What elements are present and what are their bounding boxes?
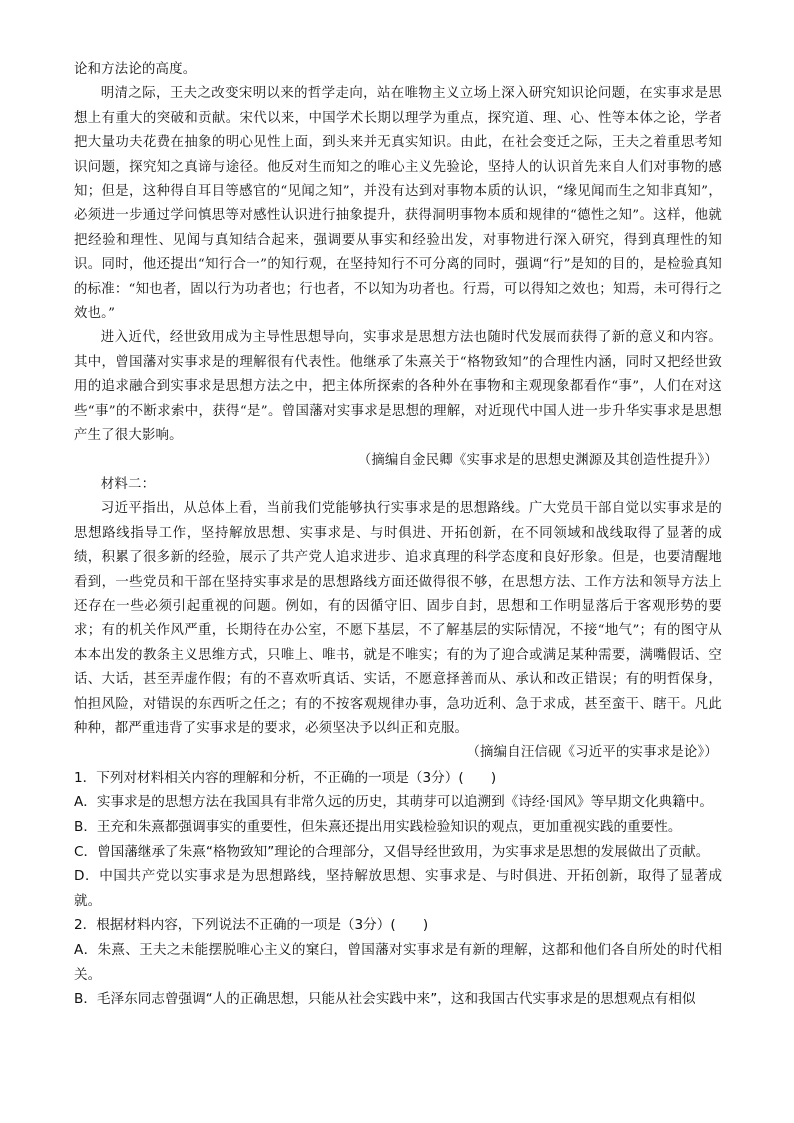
question-1-option-a: A．实事求是的思想方法在我国具有非常久远的历史，其萌芽可以追溯到《诗经·国风》等早期文化典籍中。 bbox=[74, 794, 713, 811]
question-1-option-d: D．中国共产党以实事求是为思想路线，坚持解放思想、实事求是、与时俱进、开拓创新，取得了显著成就。 bbox=[74, 868, 722, 909]
question-1-stem: 1．下列对材料相关内容的理解和分析，不正确的一项是（3分）( ) bbox=[74, 769, 497, 786]
source-citation-2: （摘编自汪信砚《习近平的实事求是论》） bbox=[466, 745, 718, 761]
question-2-option-a: A．朱熹、王夫之未能摆脱唯心主义的窠臼，曾国藩对实事求是有新的理解，这都和他们各自所处的时代相关。 bbox=[74, 941, 722, 983]
question-2-stem: 2．根据材料内容，下列说法不正确的一项是（3分）( ) bbox=[74, 917, 429, 934]
material-2-label: 材料二： bbox=[100, 476, 156, 492]
question-1-option-b: B．王充和朱熹都强调事实的重要性，但朱熹还提出用实践检验知识的观点，更加重视实践的重要性。 bbox=[74, 818, 682, 835]
paragraph-wang-fuzhi: 明清之际，王夫之改变宋明以来的哲学走向，站在唯物主义立场上深入研究知识论问题，在实事求是思想上有重大的突破和贡献。宋代以来，中国学术长期以理学为重点，探究道、理、心、性等本体之论，学者把大量功夫花费在抽象的明心见性上面，到头来并无真实知识。由此，在社会变迁之际，王夫之着重思考知识问题，探究知之真谛与途径。他反对生而知之的唯心主义先验论，坚持人的认识首先来自人们对事物的感知；但是，这种得自耳目等感官的“见闻之知”，并没有达到对事物本质的认识，“缘见闻而生之知非真知”，必须进一步通过学问慎思等对感性认识进行抽象提升，获得洞明事物本质和规律的“德性之知”。这样，他就把经验和理性、见闻与真知结合起来，强调要从事实和经验出发，对事物进行深入研究，得到真理性的知识。同时，他还提出“知行合一”的知行观，在坚持知行不可分离的同时，强调“行”是知的目的，是检验真知的标准：“知也者，固以行为功者也；行也者，不以知为功者也。行焉，可以得知之效也；知焉，未可得行之效也。” bbox=[74, 86, 722, 322]
paragraph-zeng-guofan: 进入近代，经世致用成为主导性思想导向，实事求是思想方法也随时代发展而获得了新的意义和内容。其中，曾国藩对实事求是的理解很有代表性。他继承了朱熹关于“格物致知”的合理性内涵，同时又把经世致用的追求融合到实事求是思想方法之中，把主体所探索的各种外在事物和主观现象都看作“事”，人们在对这些“事”的不断求索中，获得“是”。曾国藩对实事求是思想的理解，对近现代中国人进一步升华实事求是思想产生了很大影响。 bbox=[74, 330, 722, 444]
question-1-option-c: C．曾国藩继承了朱熹“格物致知”理论的合理部分，又倡导经世致用，为实事求是思想的发展做出了贡献。 bbox=[74, 843, 710, 860]
question-2-option-b: B．毛泽东同志曾强调“人的正确思想，只能从社会实践中来”，这和我国古代实事求是的思想观点有相似 bbox=[74, 991, 696, 1008]
paragraph-continuation: 论和方法论的高度。 bbox=[74, 62, 197, 77]
source-citation-1: （摘编自金民卿《实事求是的思想史渊源及其创造性提升》） bbox=[357, 452, 718, 468]
paragraph-xi-jinping: 习近平指出，从总体上看，当前我们党能够执行实事求是的思想路线。广大党员干部自觉以实事求是的思想路线指导工作，坚持解放思想、实事求是、与时俱进、开拓创新，在不同领域和战线取得了显著的成绩，积累了很多新的经验，展示了共产党人追求进步、追求真理的科学态度和良好形象。但是，也要清醒地看到，一些党员和干部在坚持实事求是的思想路线方面还做得很不够，在思想方法、工作方法和领导方法上还存在一些必须引起重视的问题。例如，有的因循守旧、固步自封，思想和工作明显落后于客观形势的要求；有的机关作风严重，长期待在办公室，不愿下基层，不了解基层的实际情况，不接“地气”；有的图守从本本出发的教条主义思维方式，只唯上、唯书，就是不唯实；有的为了迎合或满足某种需要，满嘴假话、空话、大话，甚至弄虚作假；有的不喜欢听真话、实话，不愿意择善而从、承认和改正错误；有的明哲保身，怕担风险，对错误的东西听之任之；有的不按客观规律办事，急功近利、急于求成，甚至蛮干、瞎干。凡此种种，都严重违背了实事求是的要求，必须坚决予以纠正和克服。 bbox=[74, 501, 722, 736]
